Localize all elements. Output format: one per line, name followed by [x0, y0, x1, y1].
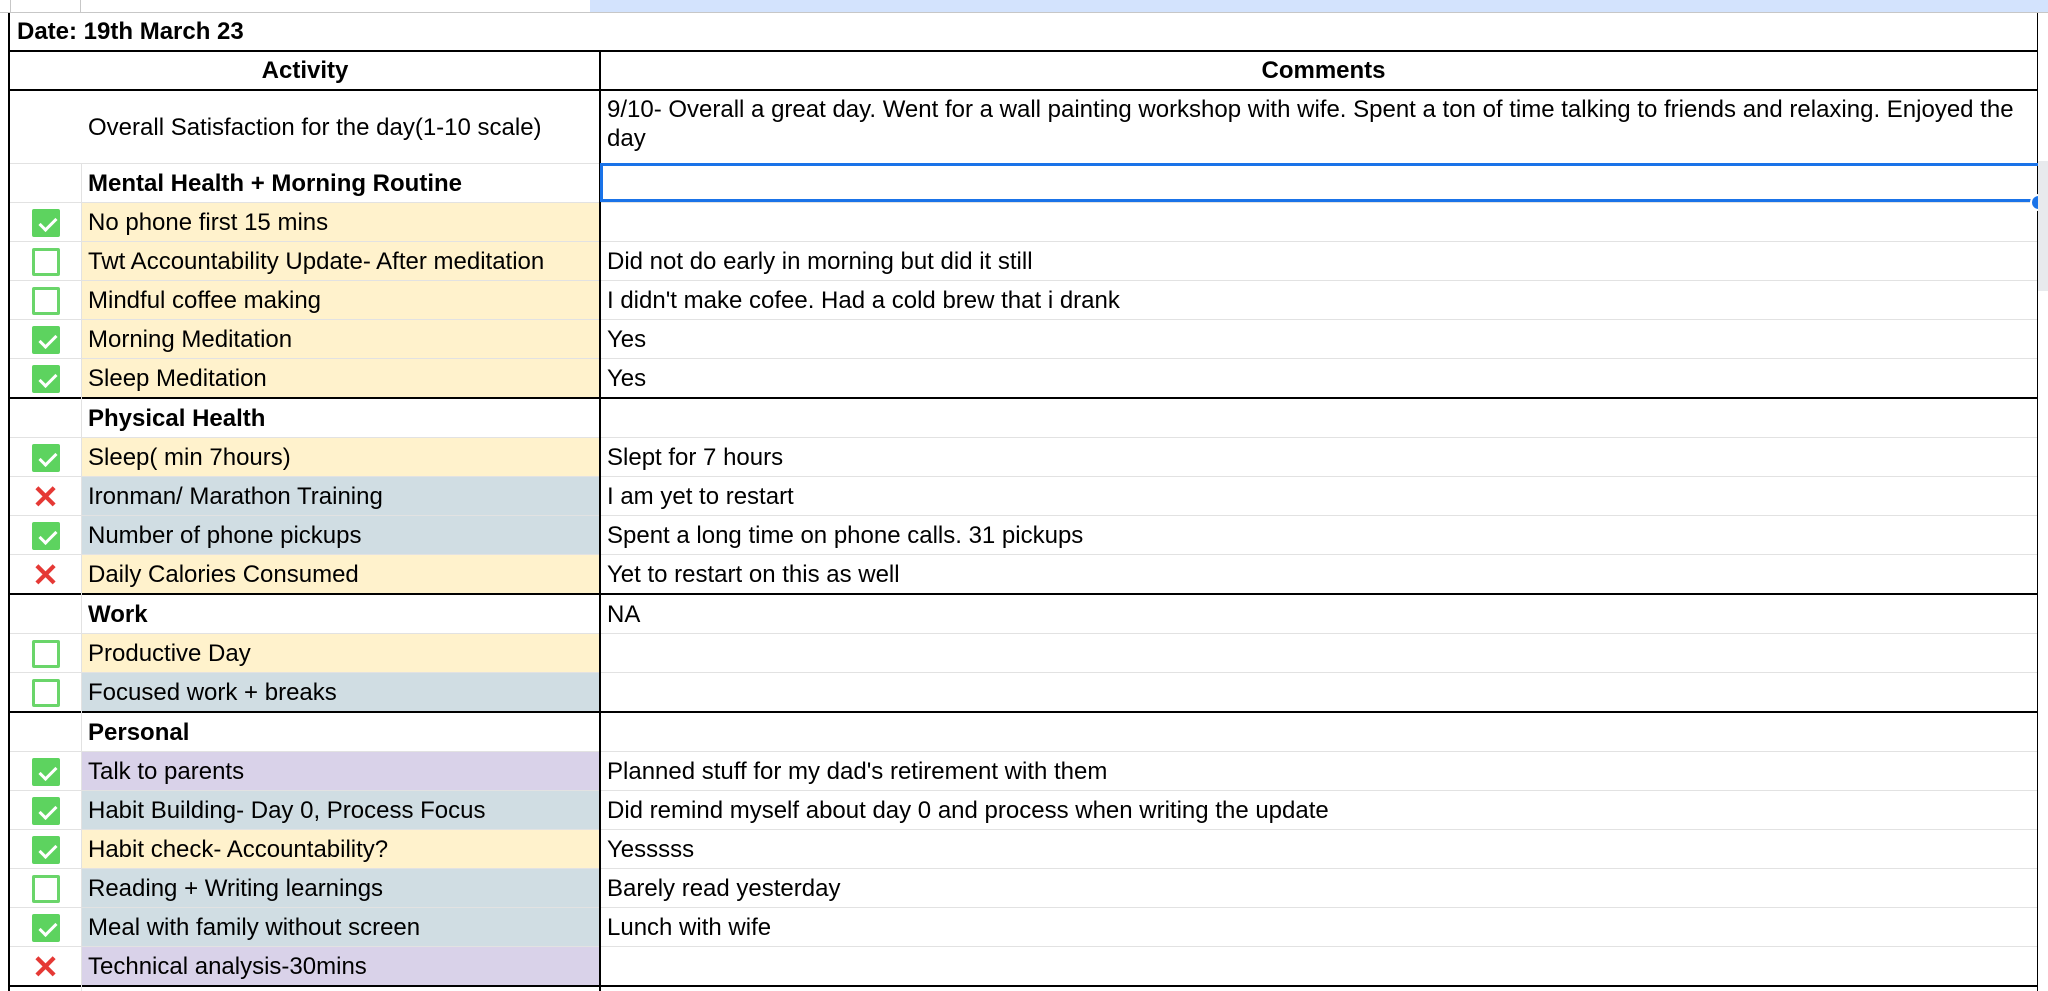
activity-row: [10, 830, 2037, 869]
status-cell[interactable]: [10, 752, 81, 791]
section-comment[interactable]: [600, 713, 2047, 752]
header-row: [10, 52, 2037, 89]
activity-comment[interactable]: Slept for 7 hours: [607, 444, 784, 471]
status-cell[interactable]: [10, 281, 81, 320]
cross-icon: ✕: [32, 478, 59, 515]
cross-icon: ✕: [32, 948, 59, 985]
selected-column-highlight: [590, 0, 2048, 12]
checkbox-checked-icon[interactable]: [32, 444, 60, 472]
activity-header[interactable]: Activity: [261, 57, 349, 84]
column-header-strip: [0, 0, 2048, 12]
status-cell[interactable]: [10, 359, 81, 398]
status-cell[interactable]: [10, 91, 81, 163]
activity-label[interactable]: Sleep Meditation: [81, 359, 600, 398]
activity-label[interactable]: No phone first 15 mins: [81, 203, 600, 242]
spreadsheet-grid: [10, 13, 2037, 991]
checkbox-checked-icon[interactable]: [32, 914, 60, 942]
activity-row: [10, 634, 2037, 673]
date-cell[interactable]: Date: 19th March 23: [17, 18, 244, 45]
column-divider: [81, 164, 82, 991]
status-cell[interactable]: [10, 634, 81, 673]
activity-row: [10, 869, 2037, 908]
activity-row: [10, 477, 2037, 516]
activity-comment[interactable]: [600, 947, 2047, 986]
section-row: [10, 595, 2037, 634]
section-row: [10, 164, 2037, 203]
overall-label[interactable]: Overall Satisfaction for the day(1-10 scale): [88, 113, 542, 141]
activity-label[interactable]: Sleep( min 7hours): [81, 438, 600, 477]
checkbox-empty-icon[interactable]: [32, 287, 60, 315]
overall-row: [10, 91, 2037, 163]
border-line: [10, 985, 2037, 987]
status-cell[interactable]: [10, 713, 81, 752]
activity-comment[interactable]: Yes: [607, 365, 647, 392]
activity-comment[interactable]: [600, 634, 2047, 673]
activity-comment[interactable]: [600, 203, 2047, 242]
checkbox-checked-icon[interactable]: [32, 365, 60, 393]
checkbox-checked-icon[interactable]: [32, 326, 60, 354]
status-cell[interactable]: [10, 869, 81, 908]
activity-label[interactable]: Reading + Writing learnings: [81, 869, 600, 908]
status-cell[interactable]: [10, 438, 81, 477]
activity-comment[interactable]: I am yet to restart: [607, 483, 794, 510]
vertical-scrollbar[interactable]: [2038, 13, 2048, 991]
activity-label[interactable]: Number of phone pickups: [81, 516, 600, 555]
activity-comment[interactable]: Yet to restart on this as well: [607, 561, 900, 588]
activity-row: [10, 242, 2037, 281]
scrollbar-thumb[interactable]: [2038, 161, 2048, 291]
activity-comment[interactable]: Did not do early in morning but did it still: [607, 248, 1033, 275]
status-cell[interactable]: [10, 595, 81, 634]
activity-label[interactable]: Talk to parents: [81, 752, 600, 791]
status-cell[interactable]: [10, 242, 81, 281]
activity-comment[interactable]: Planned stuff for my dad's retirement with them: [607, 758, 1108, 785]
checkbox-checked-icon[interactable]: [32, 797, 60, 825]
status-cell[interactable]: [10, 791, 81, 830]
activity-comment[interactable]: Did remind myself about day 0 and process when writing the update: [607, 797, 1329, 824]
status-cell[interactable]: [10, 399, 81, 438]
left-border: [8, 13, 10, 991]
activity-row: [10, 947, 2037, 986]
status-cell[interactable]: [10, 164, 81, 203]
activity-label[interactable]: Morning Meditation: [81, 320, 600, 359]
middle-border: [599, 50, 601, 991]
status-cell[interactable]: [10, 555, 81, 594]
status-cell[interactable]: [10, 320, 81, 359]
cross-icon: ✕: [32, 556, 59, 593]
section-comment[interactable]: NA: [607, 601, 641, 628]
section-title[interactable]: Physical Health: [88, 405, 266, 432]
activity-row: [10, 908, 2037, 947]
date-row: [10, 13, 2037, 50]
section-comment[interactable]: [600, 164, 2047, 203]
activity-row: [10, 203, 2037, 242]
activity-label[interactable]: Habit Building- Day 0, Process Focus: [81, 791, 600, 830]
checkbox-empty-icon[interactable]: [32, 248, 60, 276]
activity-comment[interactable]: Yes: [607, 326, 647, 353]
activity-row: [10, 791, 2037, 830]
column-divider: [80, 0, 81, 12]
activity-label[interactable]: Technical analysis-30mins: [81, 947, 600, 986]
checkbox-checked-icon[interactable]: [32, 836, 60, 864]
activity-row: [10, 281, 2037, 320]
activity-comment[interactable]: I didn't make cofee. Had a cold brew that i drank: [607, 287, 1120, 314]
checkbox-empty-icon[interactable]: [32, 640, 60, 668]
activity-label[interactable]: Productive Day: [81, 634, 600, 673]
overall-comment[interactable]: 9/10- Overall a great day. Went for a wall painting workshop with wife. Spent a ton of time talking to friends and relaxing. Enjoyed the day: [607, 96, 2014, 152]
checkbox-empty-icon[interactable]: [32, 875, 60, 903]
activity-comment[interactable]: Spent a long time on phone calls. 31 pickups: [607, 522, 1084, 549]
checkbox-checked-icon[interactable]: [32, 522, 60, 550]
status-cell[interactable]: [10, 908, 81, 947]
activity-row: [10, 673, 2037, 712]
activity-label[interactable]: Focused work + breaks: [81, 673, 600, 712]
checkbox-empty-icon[interactable]: [32, 679, 60, 707]
status-cell[interactable]: [10, 673, 81, 712]
activity-row: [10, 555, 2037, 594]
activity-label[interactable]: Meal with family without screen: [81, 908, 600, 947]
section-title[interactable]: Work: [88, 601, 148, 628]
activity-comment[interactable]: Barely read yesterday: [607, 875, 841, 902]
activity-comment[interactable]: Yesssss: [607, 836, 695, 863]
activity-row: [10, 516, 2037, 555]
section-row: [10, 713, 2037, 752]
section-comment[interactable]: [600, 399, 2047, 438]
column-divider: [10, 0, 11, 12]
activity-label[interactable]: Mindful coffee making: [81, 281, 600, 320]
activity-row: [10, 359, 2037, 398]
activity-row: [10, 320, 2037, 359]
status-cell[interactable]: [10, 830, 81, 869]
activity-comment[interactable]: Lunch with wife: [607, 914, 772, 941]
status-cell[interactable]: [10, 516, 81, 555]
activity-label[interactable]: Twt Accountability Update- After meditation: [81, 242, 600, 281]
section-title[interactable]: Personal: [88, 719, 190, 746]
activity-row: [10, 752, 2037, 791]
checkbox-checked-icon[interactable]: [32, 758, 60, 786]
activity-label[interactable]: Habit check- Accountability?: [81, 830, 600, 869]
status-cell[interactable]: [10, 477, 81, 516]
section-row: [10, 399, 2037, 438]
comments-header[interactable]: Comments: [1261, 57, 1386, 84]
activity-row: [10, 438, 2037, 477]
section-title[interactable]: Mental Health + Morning Routine: [88, 170, 463, 197]
activity-comment[interactable]: [600, 673, 2047, 712]
status-cell[interactable]: [10, 203, 81, 242]
checkbox-checked-icon[interactable]: [32, 209, 60, 237]
activity-label[interactable]: Daily Calories Consumed: [81, 555, 600, 594]
activity-label[interactable]: Ironman/ Marathon Training: [81, 477, 600, 516]
status-cell[interactable]: [10, 947, 81, 986]
